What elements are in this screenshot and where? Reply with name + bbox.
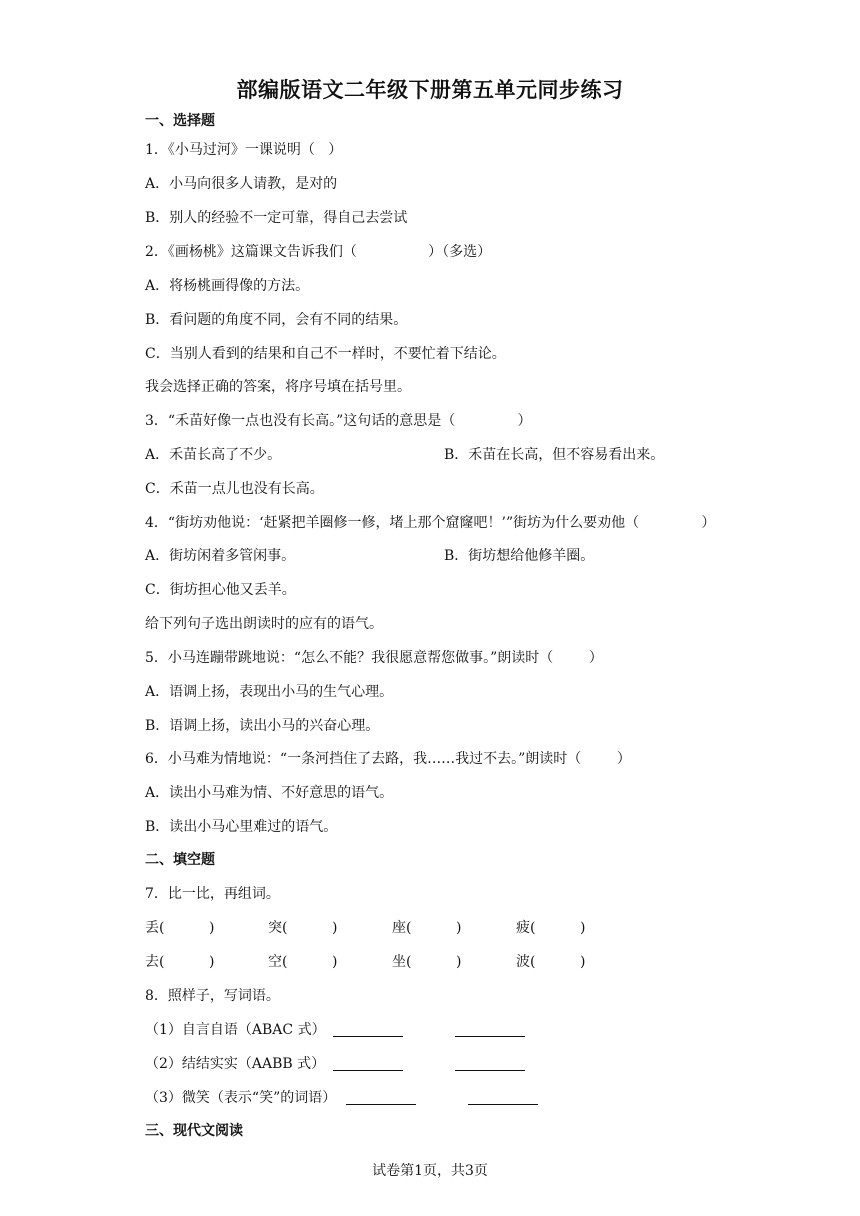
question-5-stem: 5．小马连蹦带跳地说：“怎么不能？我很愿意帮您做事。”朗读时（ ） xyxy=(145,650,603,666)
answer-blank[interactable] xyxy=(333,1036,403,1037)
word-pair-cell: 空( ) xyxy=(268,954,338,970)
instruction-tone: 给下列句子选出朗读时的应有的语气。 xyxy=(145,616,383,632)
question-8-item-3: （3）微笑（表示“笑”的词语） xyxy=(145,1090,337,1106)
question-3-stem: 3．“禾苗好像一点也没有长高。”这句话的意思是（ ） xyxy=(145,413,532,429)
word-pair-cell: 丢( ) xyxy=(145,920,215,936)
question-7-stem: 7．比一比，再组词。 xyxy=(145,886,280,902)
question-8-item-1: （1）自言自语（ABAC 式） xyxy=(145,1022,326,1038)
word-pair-cell: 坐( ) xyxy=(392,954,462,970)
question-4-option-b: B．街坊想给他修羊圈。 xyxy=(444,548,595,564)
word-pair-cell: 波( ) xyxy=(516,954,586,970)
section-heading-fill: 二、填空题 xyxy=(145,852,215,868)
word-pair-cell: 疲( ) xyxy=(516,920,586,936)
question-5-option-b: B．语调上扬，读出小马的兴奋心理。 xyxy=(145,718,380,734)
question-6-option-b: B．读出小马心里难过的语气。 xyxy=(145,819,338,835)
page-footer: 试卷第1页，共3页 xyxy=(372,1163,488,1179)
section-heading-reading: 三、现代文阅读 xyxy=(145,1123,243,1139)
question-4-stem: 4．“街坊劝他说：‘赶紧把羊圈修一修，堵上那个窟窿吧！’”街坊为什么要劝他（ ） xyxy=(145,515,716,531)
question-8-stem: 8．照样子，写词语。 xyxy=(145,988,280,1004)
question-6-stem: 6．小马难为情地说：“一条河挡住了去路，我……我过不去。”朗读时（ ） xyxy=(145,751,631,767)
question-6-option-a: A．读出小马难为情、不好意思的语气。 xyxy=(145,785,394,801)
question-4-option-a: A．街坊闲着多管闲事。 xyxy=(145,548,296,564)
question-8-item-2: （2）结结实实（AABB 式） xyxy=(145,1056,326,1072)
section-heading-choice: 一、选择题 xyxy=(145,113,215,129)
question-1-option-b: B．别人的经验不一定可靠，得自己去尝试 xyxy=(145,210,408,226)
answer-blank[interactable] xyxy=(455,1070,525,1071)
page-title: 部编版语文二年级下册第五单元同步练习 xyxy=(236,78,624,102)
question-3-option-c: C．禾苗一点儿也没有长高。 xyxy=(145,481,324,497)
answer-blank[interactable] xyxy=(333,1070,403,1071)
answer-blank[interactable] xyxy=(346,1104,416,1105)
word-pair-cell: 突( ) xyxy=(268,920,338,936)
question-2-stem: 2．《画杨桃》这篇课文告诉我们（ ）（多选） xyxy=(145,244,492,260)
answer-blank[interactable] xyxy=(455,1036,525,1037)
question-1-stem: 1．《小马过河》一课说明（ ） xyxy=(145,142,343,158)
question-2-option-c: C．当别人看到的结果和自己不一样时，不要忙着下结论。 xyxy=(145,346,506,362)
question-3-option-a: A．禾苗长高了不少。 xyxy=(145,447,282,463)
question-5-option-a: A．语调上扬，表现出小马的生气心理。 xyxy=(145,684,394,700)
answer-blank[interactable] xyxy=(468,1104,538,1105)
question-3-option-b: B．禾苗在长高，但不容易看出来。 xyxy=(444,447,665,463)
question-4-option-c: C．街坊担心他又丢羊。 xyxy=(145,582,296,598)
word-pair-cell: 去( ) xyxy=(145,954,215,970)
word-pair-cell: 座( ) xyxy=(392,920,462,936)
question-2-option-a: A．将杨桃画得像的方法。 xyxy=(145,278,310,294)
question-2-option-b: B．看问题的角度不同，会有不同的结果。 xyxy=(145,312,408,328)
instruction-choose: 我会选择正确的答案，将序号填在括号里。 xyxy=(145,379,411,395)
question-1-option-a: A．小马向很多人请教，是对的 xyxy=(145,176,338,192)
